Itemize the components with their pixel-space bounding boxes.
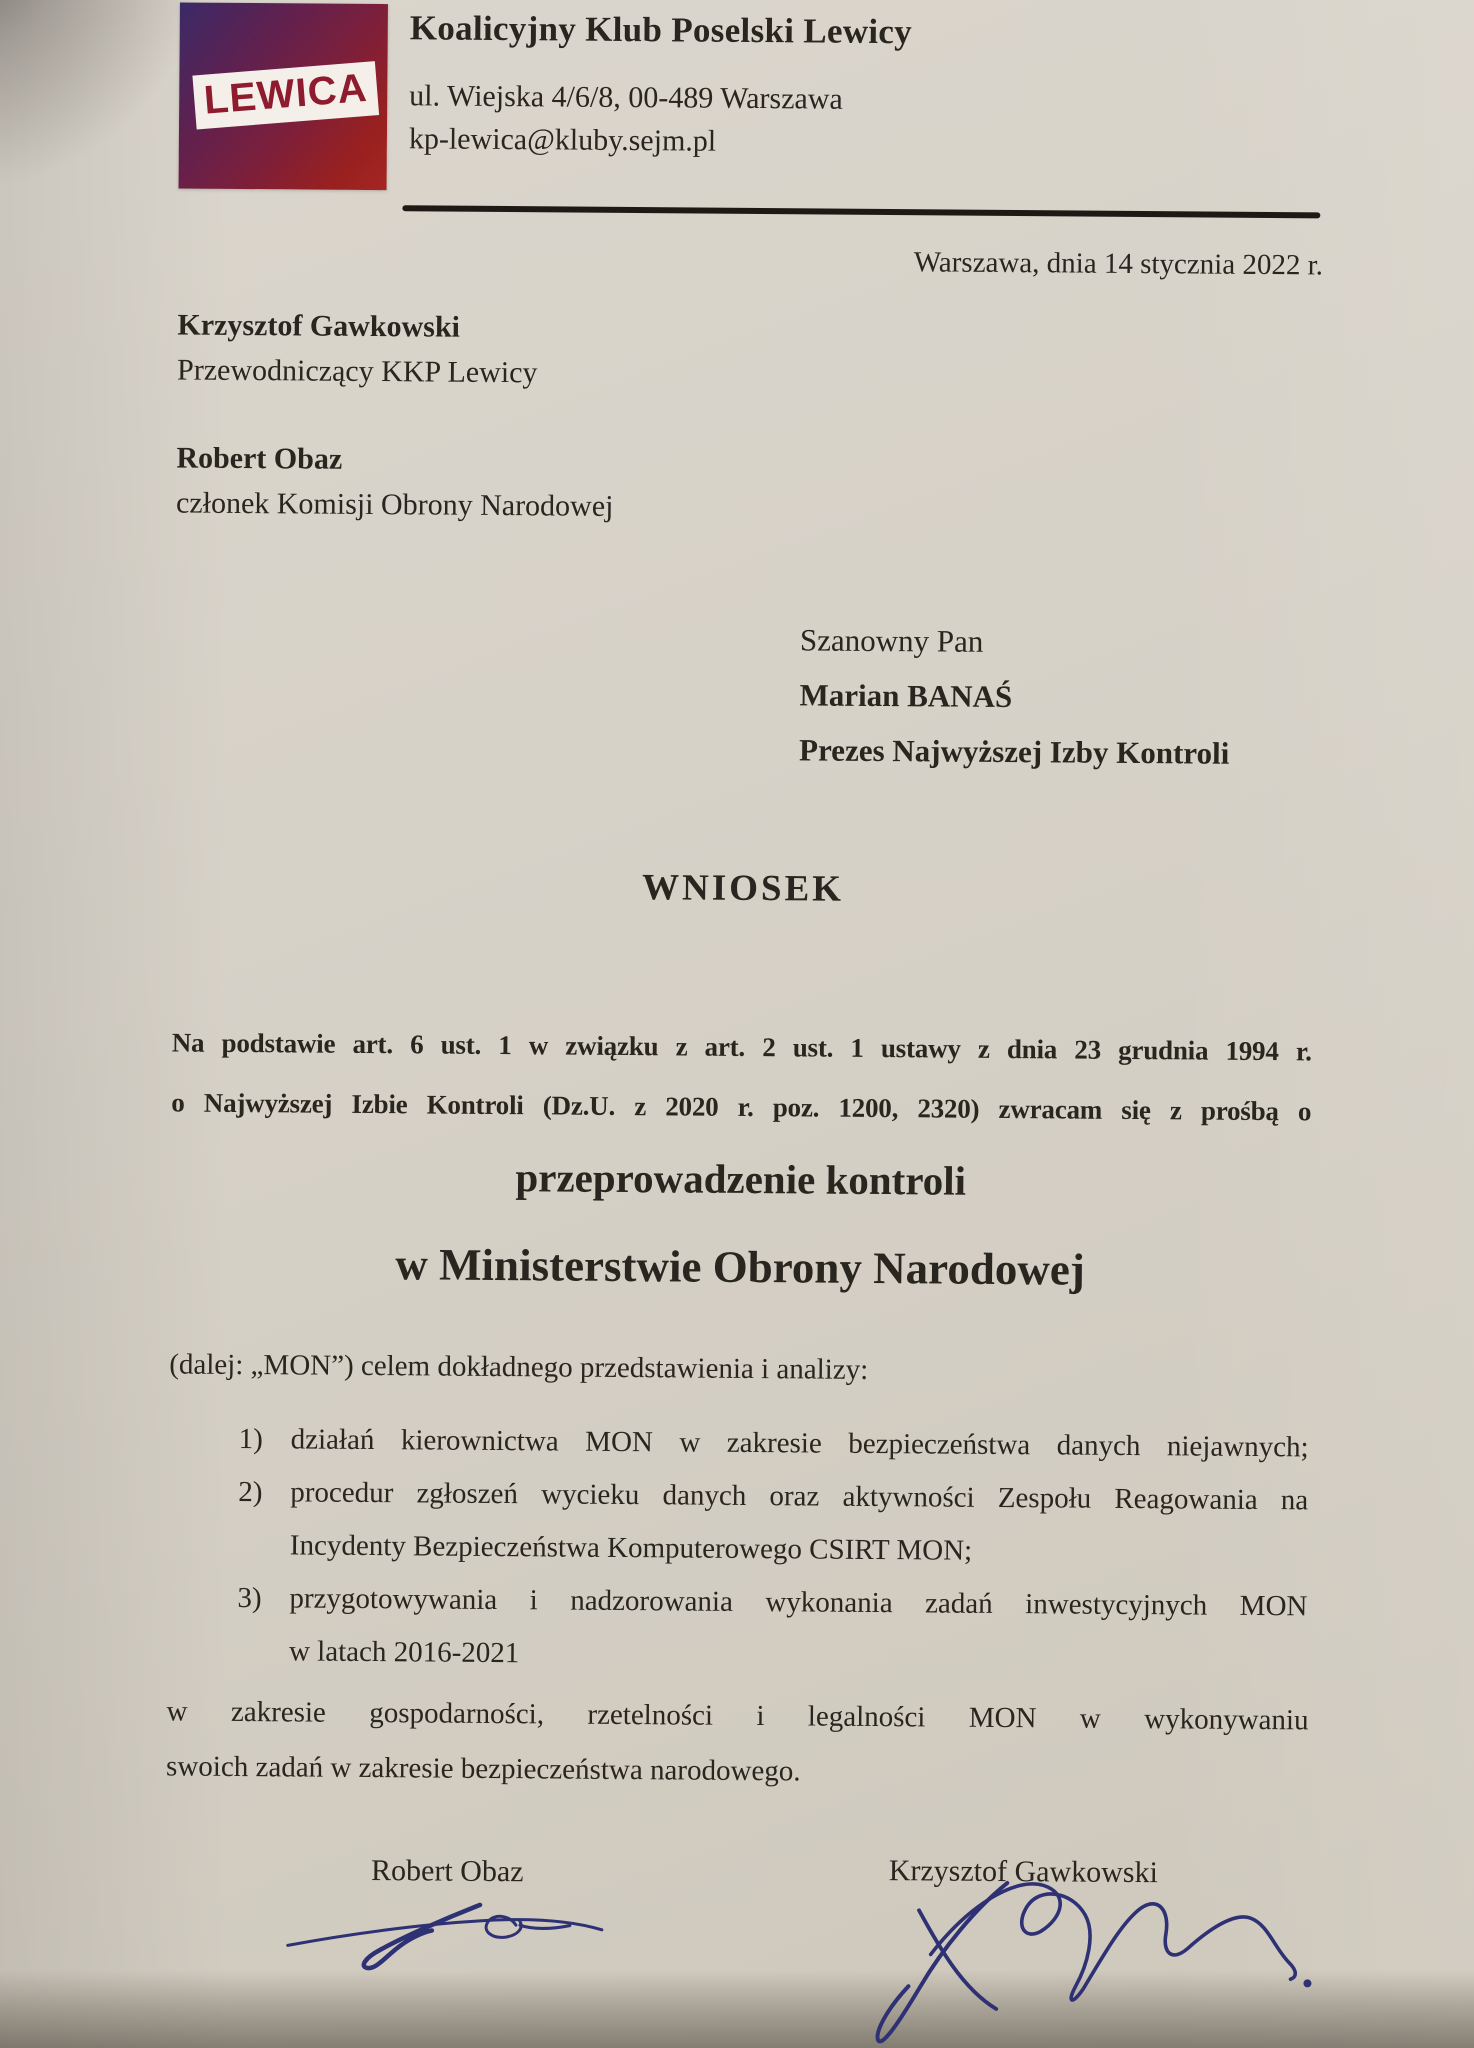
date-line: Warszawa, dnia 14 stycznia 2022 r. (913, 246, 1324, 282)
request-heading-line-1: przeprowadzenie kontroli (515, 1154, 967, 1204)
krzysztof-gawkowski-signature (834, 1858, 1396, 2048)
list-item-line: działań kierownictwa MON w zakresie bezpieczeństwa danych niejawnych; (290, 1423, 1309, 1464)
org-address: ul. Wiejska 4/6/8, 00-489 Warszawa (409, 79, 843, 116)
org-email: kp-lewica@kluby.sejm.pl (408, 122, 717, 158)
list-item-line: procedur zgłoszeń wycieku danych oraz aktywności Zespołu Reagowania na (290, 1476, 1309, 1517)
sender-name: Krzysztof Gawkowski (177, 308, 461, 344)
lewica-logo-band (192, 61, 379, 129)
sender-title: członek Komisji Obrony Narodowej (175, 486, 614, 523)
robert-obaz-signature (280, 1893, 611, 1976)
list-item-number: 1) (238, 1422, 263, 1456)
request-heading-line-2: w Ministerstwie Obrony Narodowej (395, 1239, 1086, 1295)
lewica-logo-text: LEWICA (201, 66, 369, 124)
list-item (237, 1572, 1308, 1686)
header-divider (402, 205, 1320, 218)
intro-paragraph (171, 1012, 1312, 1141)
list-item-line: przygotowywania i nadzorowania wykonania zadań inwestycyjnych MON (289, 1582, 1308, 1623)
analysis-list (237, 1413, 1309, 1686)
list-item (238, 1466, 1309, 1580)
closing-line: swoich zadań w zakresie bezpieczeństwa narodowego. (166, 1750, 801, 1788)
sender-title: Przewodniczący KKP Lewicy (176, 353, 538, 390)
list-item-line: w latach 2016-2021 (288, 1635, 520, 1670)
list-item-line: Incydenty Bezpieczeństwa Komputerowego CSIRT MON; (289, 1529, 973, 1567)
closing-paragraph (166, 1684, 1309, 1803)
org-name: Koalicyjny Klub Poselski Lewicy (409, 8, 913, 52)
list-item-number: 3) (237, 1581, 262, 1615)
lewica-logo (179, 2, 388, 190)
scope-intro: (dalej: „MON”) celem dokładnego przedstawienia i analizy: (169, 1348, 869, 1386)
sender-name: Robert Obaz (176, 441, 343, 476)
list-item-text (290, 1413, 1308, 1474)
recipient-title: Prezes Najwyższej Izby Kontroli (798, 732, 1230, 771)
recipient-salutation: Szanowny Pan (799, 622, 984, 659)
list-item (238, 1413, 1308, 1474)
signature-label-robert-obaz: Robert Obaz (370, 1854, 524, 1889)
closing-line: w zakresie gospodarności, rzetelności i legalności MON w wykonywaniu (166, 1695, 1309, 1737)
list-item-number: 2) (238, 1475, 263, 1509)
recipient-name: Marian BANAŚ (799, 677, 1013, 715)
document-title: WNIOSEK (641, 867, 845, 910)
intro-line: Na podstawie art. 6 ust. 1 w związku z art. 2 ust. 1 ustawy z dnia 23 grudnia 1994 r. (171, 1027, 1312, 1067)
senders-spacer (177, 392, 615, 438)
senders-block (176, 302, 615, 528)
list-item-text (289, 1572, 1308, 1686)
signature-label-krzysztof-gawkowski: Krzysztof Gawkowski (888, 1854, 1159, 1890)
org-contact-block (409, 74, 843, 163)
recipient-block (799, 612, 1230, 780)
intro-line: o Najwyższej Izbie Kontroli (Dz.U. z 2020 r. poz. 1200, 2320) zwracam się z prośbą o (171, 1087, 1312, 1127)
list-item-text (290, 1466, 1309, 1580)
